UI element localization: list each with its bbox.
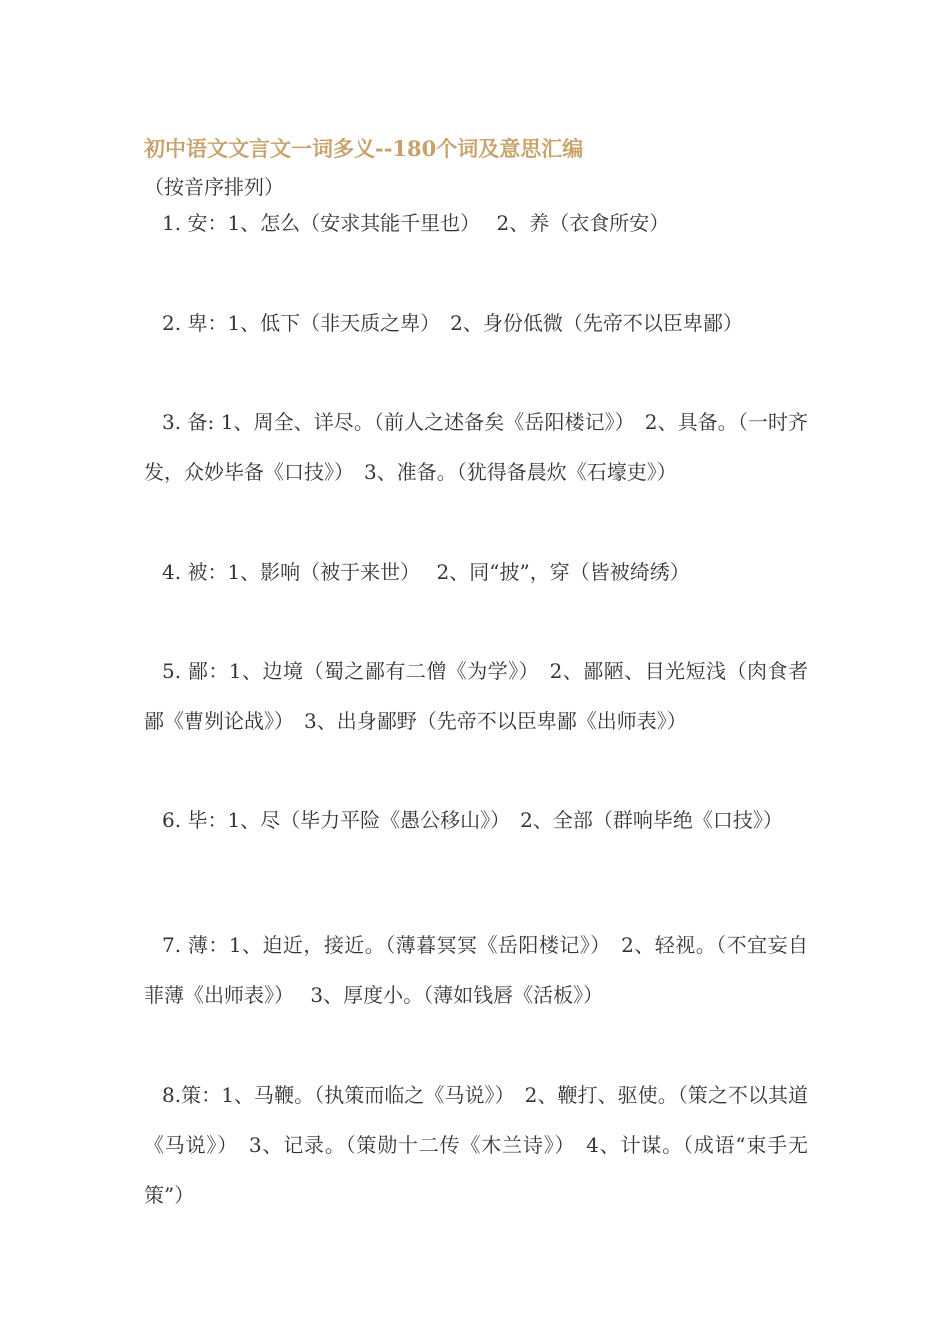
- entry-8: 8.策：1、马鞭。（执策而临之《马说》） 2、鞭打、驱使。（策之不以其道《马说》） 3、记录。（策勋十二传《木兰诗》） 4、计谋。（成语“束手无策”）: [144, 1083, 808, 1207]
- document-title: 初中语文文言文一词多义--180个词及意思汇编: [144, 136, 584, 161]
- entry-5: 5. 鄙：1、边境（蜀之鄙有二僧《为学》） 2、鄙陋、目光短浅（肉食者鄙《曹刿论战》） 3、出身鄙野（先帝不以臣卑鄙《出师表》）: [144, 659, 808, 733]
- entry-1: 1. 安：1、怎么（安求其能千里也） 2、养（衣食所安）: [162, 211, 670, 235]
- entry-4: 4. 被：1、影响（被于来世） 2、同“披”，穿（皆被绮绣）: [162, 560, 690, 584]
- entry-2: 2. 卑：1、低下（非天质之卑） 2、身份低微（先帝不以臣卑鄙）: [162, 311, 743, 335]
- entry-7: 7. 薄：1、迫近，接近。（薄暮冥冥《岳阳楼记》） 2、轻视。（不宜妄自菲薄《出师表》） 3、厚度小。（薄如钱唇《活板》）: [144, 933, 808, 1007]
- document-subtitle: （按音序排列）: [144, 175, 284, 199]
- entry-6: 6. 毕：1、尽（毕力平险《愚公移山》） 2、全部（群响毕绝《口技》）: [162, 808, 783, 832]
- entry-3: 3. 备: 1、周全、详尽。（前人之述备矣《岳阳楼记》） 2、具备。（一时齐发，众妙毕备《口技》） 3、准备。（犹得备晨炊《石壕吏》）: [144, 410, 808, 484]
